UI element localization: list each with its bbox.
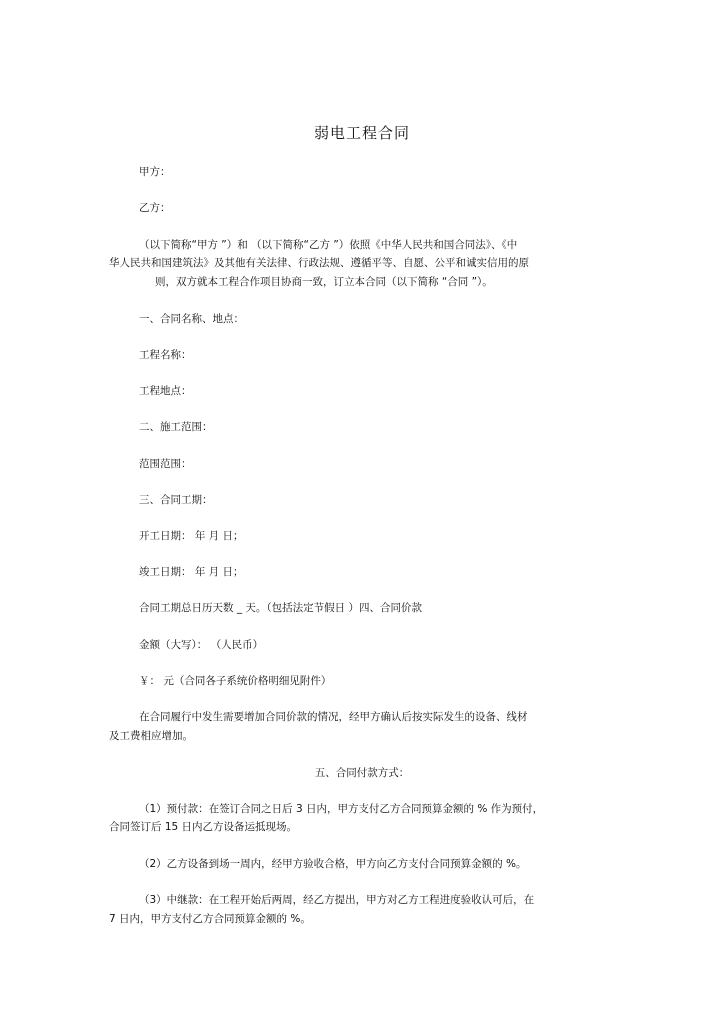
payment-3-line-2: 7 日内，甲方支付乙方合同预算金额的 %。 (109, 913, 311, 925)
section-2-heading: 二、施工范围： (139, 421, 213, 433)
scope-label: 范围范围： (139, 458, 192, 470)
section-3-heading: 三、合同工期： (139, 494, 213, 506)
section-1-heading: 一、合同名称、地点： (139, 313, 244, 325)
party-b-label: 乙方： (139, 202, 171, 214)
project-location-label: 工程地点： (139, 385, 192, 397)
party-a-label: 甲方： (139, 166, 171, 178)
document-title: 弱电工程合同 (313, 124, 410, 142)
amount-words-line: 金额（大写）： （人民币） (139, 639, 264, 651)
payment-1-line-2: 合同签订后 15 日内乙方设备运抵现场。 (109, 821, 298, 833)
section-5-heading: 五、合同付款方式： (314, 767, 410, 779)
payment-3-line-1: （3）中继款：在工程开始后两周，经乙方提出，甲方对乙方工程进度验收认可后，在 (139, 894, 535, 906)
preamble-line-3: 则，双方就本工程合作项目协商一致，订立本合同（以下简称 “合同 ”）。 (155, 276, 493, 288)
price-increase-line-2: 及工费相应增加。 (109, 730, 193, 742)
preamble-line-1: （以下简称“甲方 ”）和 （以下简称“乙方 ”）依照《中华人民共和国合同法》、《中 (139, 239, 518, 251)
start-date-line: 开工日期： 年 月 日； (139, 530, 244, 542)
payment-2-line-1: （2）乙方设备到场一周内，经甲方验收合格，甲方向乙方支付合同预算金额的 %。 (139, 858, 527, 870)
project-name-label: 工程名称： (139, 349, 192, 361)
amount-yen-line: ￥： 元（合同各子系统价格明细见附件） (139, 675, 332, 687)
price-increase-line-1: 在合同履行中发生需要增加合同价款的情况，经甲方确认后按实际发生的设备、线材 (139, 711, 528, 723)
payment-1-line-1: （1）预付款：在签订合同之日后 3 日内，甲方支付乙方合同预算金额的 % 作为预付， (139, 803, 544, 815)
total-days-line: 合同工期总日历天数 _ 天。（包括法定节假日 ）四、合同价款 (139, 602, 423, 614)
end-date-line: 竣工日期： 年 月 日； (139, 566, 244, 578)
preamble-line-2: 华人民共和国建筑法》及其他有关法律、行政法规、遵循平等、自愿、公平和诚实信用的原 (109, 257, 529, 269)
